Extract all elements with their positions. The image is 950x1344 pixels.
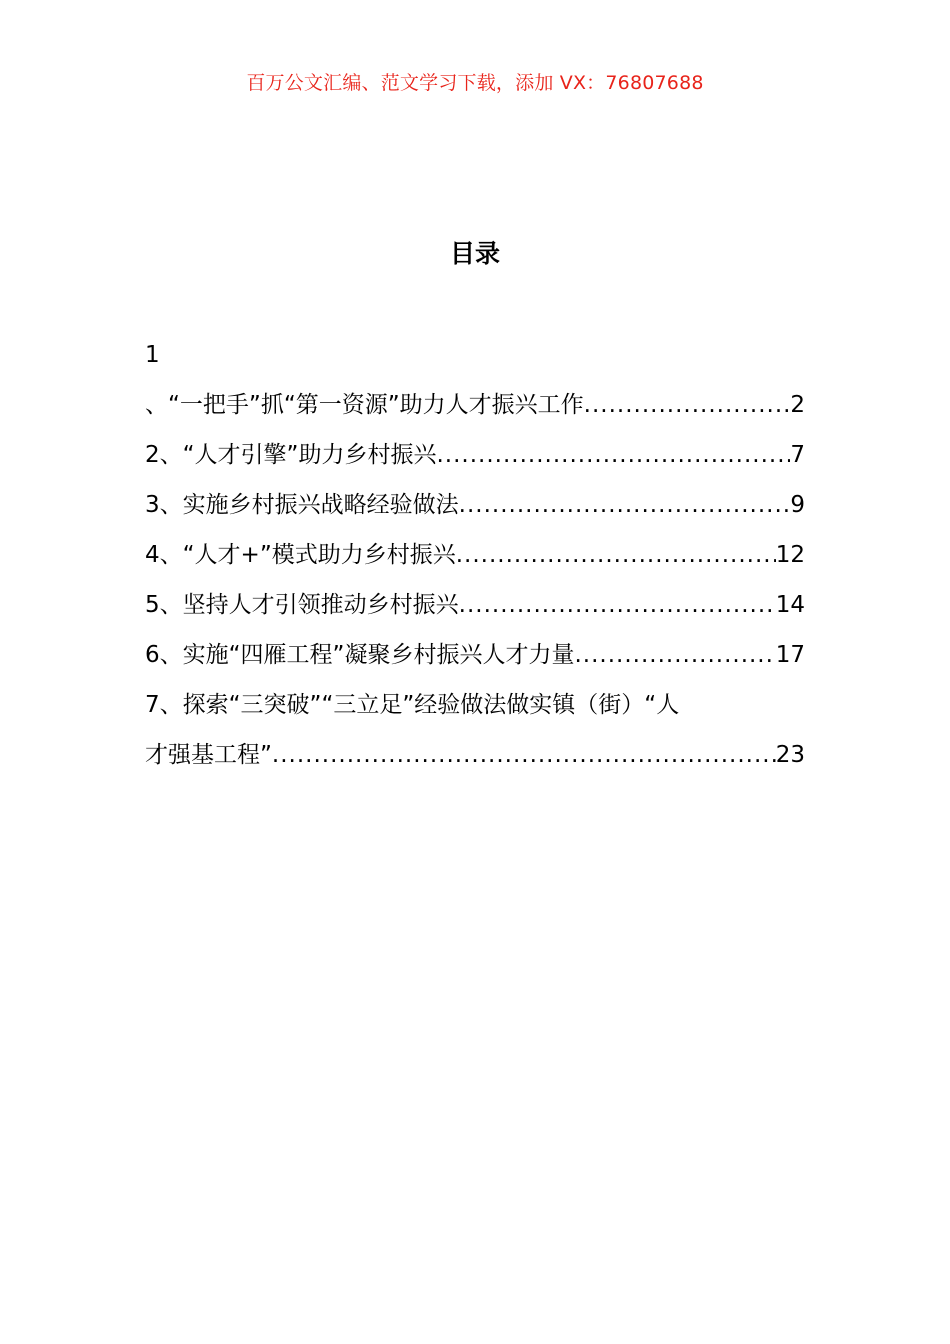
toc-dot-leader <box>436 430 790 480</box>
toc-entry[interactable] <box>145 580 805 630</box>
toc-entry-title: 5、坚持人才引领推动乡村振兴 <box>145 592 459 618</box>
toc-dot-leader <box>459 580 776 630</box>
toc-entry-title: 2、“人才引擎”助力乡村振兴 <box>145 442 437 468</box>
toc-entry[interactable] <box>145 480 805 530</box>
toc-entry-title-line2: 才强基工程” <box>145 742 272 768</box>
toc-entry-title: 4、“人才+”模式助力乡村振兴 <box>145 542 456 568</box>
toc-entry-page: 14 <box>775 592 805 618</box>
page-title: 目录 <box>449 239 500 268</box>
toc-entry-page: 12 <box>775 542 805 568</box>
toc-dot-leader <box>272 730 776 780</box>
toc-entry-page: 17 <box>775 642 805 668</box>
toc-entry-page: 7 <box>790 442 805 468</box>
toc-entry[interactable] <box>145 380 805 430</box>
toc-dot-leader <box>459 480 791 530</box>
toc-entry-title: 、“一把手”抓“第一资源”助力人才振兴工作 <box>145 392 584 418</box>
toc-entry[interactable] <box>145 530 805 580</box>
toc-entry-title: 3、实施乡村振兴战略经验做法 <box>145 492 459 518</box>
toc-number-line: 1 <box>145 342 160 368</box>
toc-dot-leader <box>584 380 791 430</box>
toc-entry-page: 2 <box>790 392 805 418</box>
toc-dot-leader <box>574 630 775 680</box>
table-of-contents <box>145 330 805 780</box>
toc-entry-title: 6、实施“四雁工程”凝聚乡村振兴人才力量 <box>145 642 575 668</box>
toc-entry-page: 9 <box>790 492 805 518</box>
toc-dot-leader <box>456 530 776 580</box>
toc-entry-title-line1[interactable]: 7、探索“三突破”“三立足”经验做法做实镇（街）“人 <box>145 692 680 718</box>
header-download-note: 百万公文汇编、范文学习下载，添加 VX：76807688 <box>246 72 704 94</box>
toc-entry[interactable] <box>145 730 805 780</box>
toc-entry[interactable] <box>145 630 805 680</box>
toc-entry[interactable] <box>145 430 805 480</box>
toc-entry-page: 23 <box>775 742 805 768</box>
